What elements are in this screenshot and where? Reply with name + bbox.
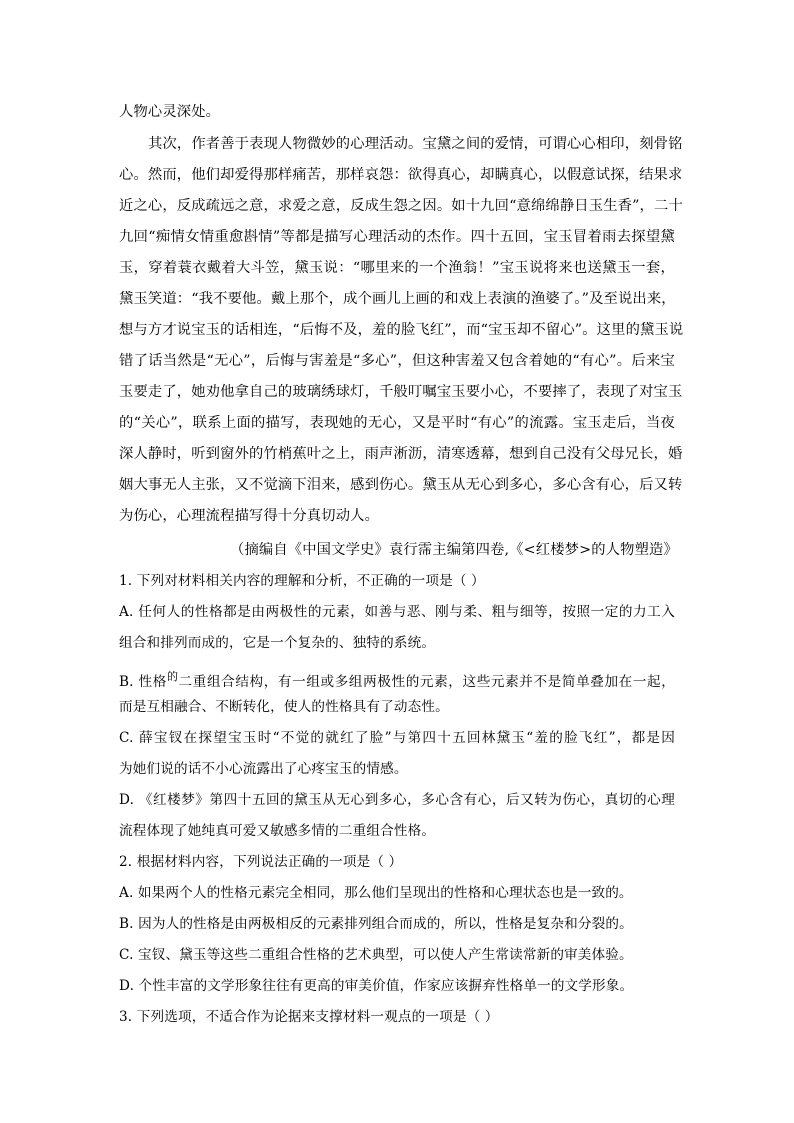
question-2-stem: 2. 根据材料内容，下列说法正确的一项是（ ） xyxy=(119,854,403,870)
passage-line: 九回“痴情女情重愈斟情”等都是描写心理活动的杰作。四十五回，宝玉冒着雨去探望黛 xyxy=(119,229,675,245)
question-2-option-a: A. 如果两个人的性格元素完全相同，那么他们呈现出的性格和心理状态也是一致的。 xyxy=(119,885,633,901)
question-2-option-d: D. 个性丰富的文学形象往往有更高的审美价值，作家应该摒弃性格单一的文学形象。 xyxy=(119,978,634,994)
option-b-super: 的 xyxy=(166,670,179,683)
question-1-option-d: D. 《红楼梦》第四十五回的黛玉从无心到多心，多心含有心，后又转为伤心，真切的心理 xyxy=(119,792,675,808)
passage-line: 近之心，反成疏远之意，求爱之意，反成生怨之因。如十九回“意绵绵静日玉生香”，二十 xyxy=(119,198,683,214)
question-3-stem: 3. 下列选项，不适合作为论据来支撑材料一观点的一项是（ ） xyxy=(119,1009,499,1025)
passage-line: 的“关心”，联系上面的描写，表现她的无心，又是平时“有心”的流露。宝玉走后，当夜 xyxy=(119,415,675,431)
option-b-prefix: B. 性格 xyxy=(119,674,167,690)
option-b-text: 二重组合结构，有一组或多组两极性的元素，这些元素并不是简单叠加在一起， xyxy=(178,674,675,690)
passage-line: 黛玉笑道：“我不要他。戴上那个，成个画儿上画的和戏上表演的渔婆了。”及至说出来， xyxy=(119,291,676,307)
question-1-option-d-cont: 流程体现了她纯真可爱又敏感多情的二重组合性格。 xyxy=(119,823,436,839)
question-2-option-b: B. 因为人的性格是由两极相反的元素排列组合而成的，所以，性格是复杂和分裂的。 xyxy=(119,916,633,932)
passage-line: 玉要走了，她劝他拿自己的玻璃绣球灯，千般叮嘱宝玉要小心，不要摔了，表现了对宝玉 xyxy=(119,384,683,400)
passage-line: 姻大事无人主张，又不觉滴下泪来，感到伤心。黛玉从无心到多心，多心含有心，后又转 xyxy=(119,477,683,493)
question-1-stem: 1. 下列对材料相关内容的理解和分析，不正确的一项是（ ） xyxy=(119,573,485,589)
passage-line: 想与方才说宝玉的话相连，“后悔不及，羞的脸飞红”，而“宝玉却不留心”。这里的黛玉说 xyxy=(119,322,684,338)
passage-line: 为伤心，心理流程描写得十分真切动人。 xyxy=(119,508,380,524)
passage-line: 其次，作者善于表现人物微妙的心理活动。宝黛之间的爱情，可谓心心相印，刻骨铭 xyxy=(148,136,683,152)
question-2-option-c: C. 宝钗、黛玉等这些二重组合性格的艺术典型，可以使人产生常读常新的审美体验。 xyxy=(119,947,633,963)
question-1-option-b-cont: 而是互相融合、不断转化，使人的性格具有了动态性。 xyxy=(119,699,449,715)
question-1-option-c-cont: 为她们说的话不小心流露出了心疼宝玉的情感。 xyxy=(119,761,408,777)
passage-line: 深人静时，听到窗外的竹梢蕉叶之上，雨声淅沥，清寒透幕，想到自己没有父母兄长，婚 xyxy=(119,446,683,462)
passage-line: 错了话当然是“无心”，后悔与害羞是“多心”，但这种害羞又包含着她的“有心”。后来宝 xyxy=(119,353,675,369)
passage-line: 玉，穿着蓑衣戴着大斗笠，黛玉说：“哪里来的一个渔翁！”宝玉说将来也送黛玉一套， xyxy=(119,260,675,276)
question-1-option-b xyxy=(119,667,675,692)
passage-source: （摘编自《中国文学史》袁行霈主编第四卷,《<红楼梦>的人物塑造》 xyxy=(230,542,678,558)
passage-line: 人物心灵深处。 xyxy=(119,104,221,120)
question-1-option-a-cont: 组合和排列而成的，它是一个复杂的、独特的系统。 xyxy=(119,635,436,651)
question-1-option-c: C. 薛宝钗在探望宝玉时“不觉的就红了脸”与第四十五回林黛玉“羞的脸飞红”，都是因 xyxy=(119,730,675,746)
passage-line: 心。然而，他们却爱得那样痛苦，那样哀怨：欲得真心，却瞒真心，以假意试探，结果求 xyxy=(119,167,683,183)
question-1-option-a: A. 任何人的性格都是由两极性的元素，如善与恶、刚与柔、粗与细等，按照一定的力工入 xyxy=(119,604,675,620)
